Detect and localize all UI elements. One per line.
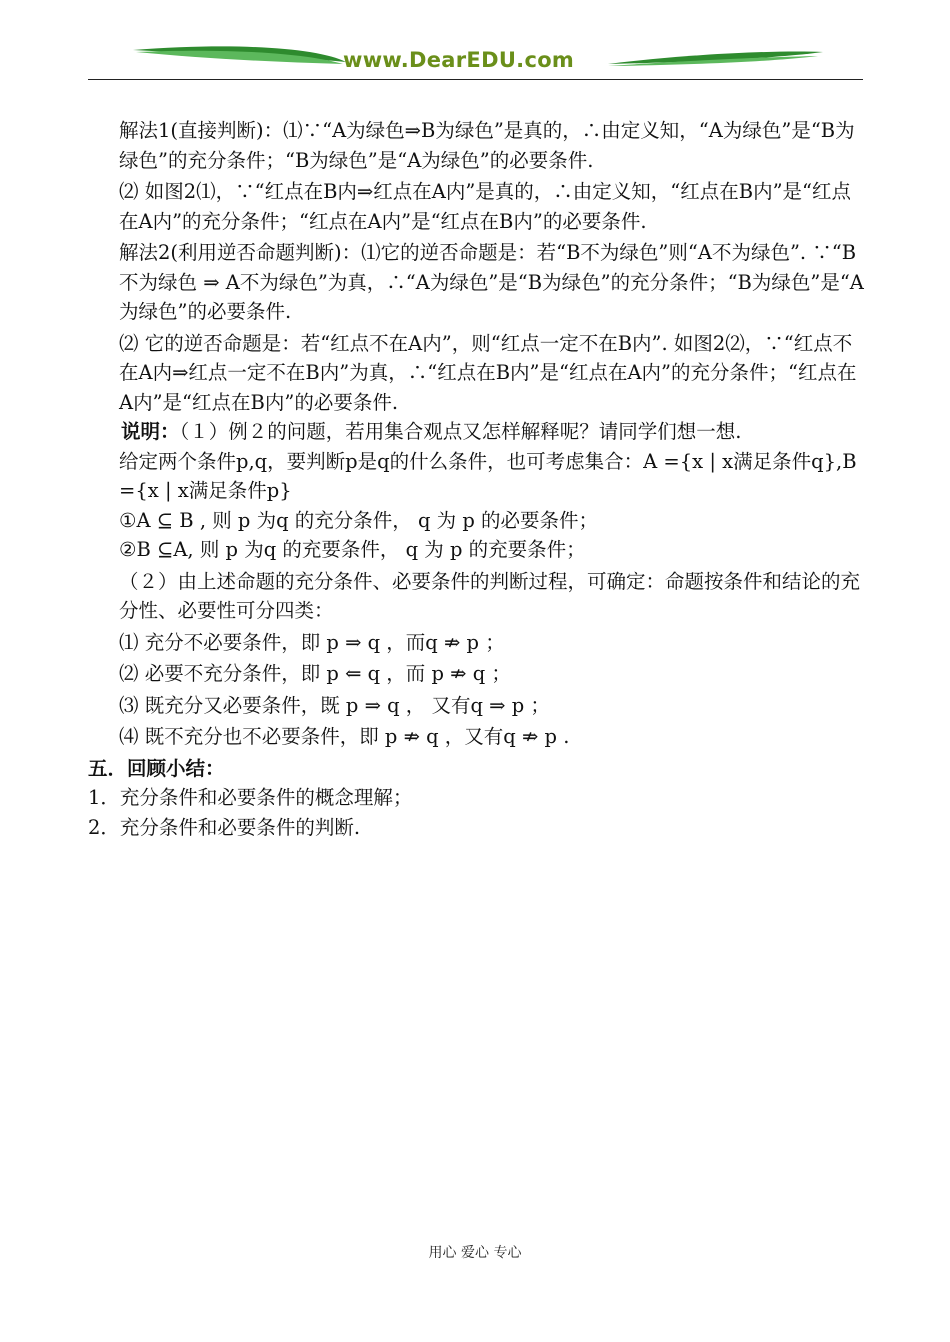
- note-label: 说明：: [121, 420, 180, 443]
- category-4: ⑷ 既不充分也不必要条件，即 p ⇏ q ，又有q ⇏ p .: [119, 725, 570, 748]
- case-1: ①A ⊆ B , 则 p 为q 的充分条件， q 为 p 的必要条件；: [119, 508, 599, 532]
- document-body: [88, 116, 868, 842]
- category-1: ⑴ 充分不必要条件，即 p ⇒ q ，而q ⇏ p ；: [119, 630, 505, 654]
- solution-2-part-1: 解法2(利用逆否命题判断)：⑴它的逆否命题是：若“B不为绿色”则“A不为绿色”. ∵“B不为绿色 ⇒ A不为绿色”为真，∴“A为绿色”是“B为绿色”的充分条件；“B为绿色”是“A为绿色”的必要条件.: [119, 241, 864, 323]
- category-3: ⑶ 既充分又必要条件，既 p ⇒ q ， 又有q ⇒ p ；: [119, 693, 550, 717]
- solution-1-part-1: 解法1(直接判断)：⑴∵“A为绿色⇒B为绿色”是真的，∴由定义知，“A为绿色”是“B为绿色”的充分条件；“B为绿色”是“A为绿色”的必要条件.: [119, 119, 855, 172]
- header-divider: [88, 79, 863, 80]
- solution-2-part-2: ⑵ 它的逆否命题是：若“红点不在A内”，则“红点一定不在B内”. 如图2⑵，∵“红点不在A内⇒红点一定不在B内”为真，∴“红点在B内”是“红点在A内”的充分条件；“红点在A内”是“红点在B内”的必要条件.: [119, 331, 857, 414]
- case-2: ②B ⊆A, 则 p 为q 的充要条件， q 为 p 的充要条件；: [119, 538, 586, 561]
- summary-item-1: 1．充分条件和必要条件的概念理解；: [88, 786, 413, 809]
- category-2: ⑵ 必要不充分条件，即 p ⇐ q ，而 p ⇏ q ；: [119, 662, 511, 685]
- summary-item-2: 2．充分条件和必要条件的判断.: [88, 815, 361, 839]
- solution-1-part-2: ⑵ 如图2⑴，∵“红点在B内⇒红点在A内”是真的，∴由定义知，“红点在B内”是“红点在A内”的充分条件；“红点在A内”是“红点在B内”的必要条件.: [119, 180, 852, 233]
- summary-heading: 五．回顾小结：: [88, 756, 225, 780]
- note-text: （１）例２的问题，若用集合观点又怎样解释呢？请同学们想一想.: [179, 420, 742, 443]
- note-paragraph: [88, 417, 868, 447]
- sets-paragraph: 给定两个条件p,q，要判断p是q的什么条件，也可考虑集合：A ={x | x满足条件q},B ={x | x满足条件p}: [119, 449, 857, 502]
- site-logo: www.DearEDU.com: [343, 48, 575, 72]
- part-2-paragraph: （２）由上述命题的充分条件、必要条件的判断过程，可确定：命题按条件和结论的充分性、必要性可分四类：: [119, 569, 861, 622]
- page-footer: 用心 爱心 专心: [428, 1245, 522, 1261]
